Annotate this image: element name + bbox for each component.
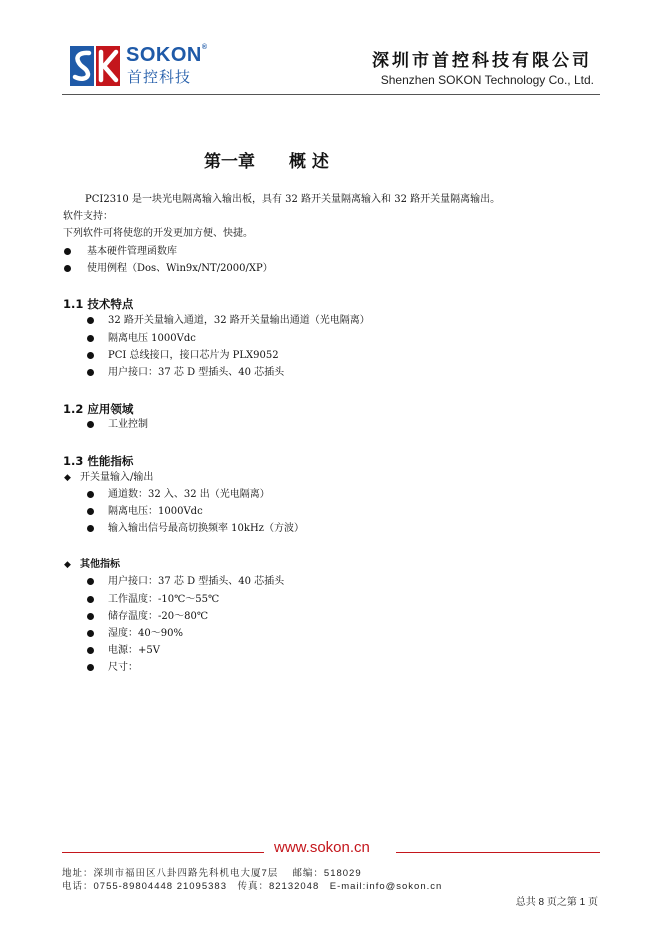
list-item: 输入输出信号最高切换频率 10kHz（方波） <box>108 523 304 534</box>
sokon-logo-mark <box>70 46 120 86</box>
footer-divider-left <box>62 852 264 853</box>
bullet-icon <box>87 630 94 637</box>
bullet-icon <box>87 596 94 603</box>
list-item: 使用例程（Dos、Win9x/NT/2000/XP） <box>87 263 273 274</box>
bullet-icon <box>87 421 94 428</box>
group-title: 其他指标 <box>80 559 120 570</box>
footer-website-link[interactable]: www.sokon.cn <box>274 839 370 856</box>
bullet-icon <box>87 335 94 342</box>
bullet-icon <box>87 508 94 515</box>
list-item: 隔离电压 1000Vdc <box>108 333 196 344</box>
bullet-icon <box>87 664 94 671</box>
footer-divider-right <box>396 852 600 853</box>
logo-wordmark: SOKON® <box>126 44 208 66</box>
bullet-icon <box>87 613 94 620</box>
header-divider <box>62 94 600 95</box>
list-item: 储存温度：-20～80℃ <box>108 611 209 622</box>
diamond-bullet-icon: ◆ <box>64 560 71 570</box>
bullet-icon <box>64 248 71 255</box>
company-name-cn: 深圳市首控科技有限公司 <box>372 51 592 71</box>
bullet-icon <box>87 491 94 498</box>
list-item: 用户接口：37 芯 D 型插头、40 芯插头 <box>108 367 285 378</box>
list-item: 电源：+5V <box>108 645 160 656</box>
chapter-title: 第一章 概 述 <box>204 152 329 172</box>
bullet-icon <box>64 265 71 272</box>
list-item: 工业控制 <box>108 419 148 430</box>
bullet-icon <box>87 525 94 532</box>
group-title: 开关量输入/输出 <box>80 472 154 483</box>
list-item: 隔离电压：1000Vdc <box>108 506 203 517</box>
footer-address: 地址：深圳市福田区八卦四路先科机电大厦7层 邮编：518029 <box>62 868 362 879</box>
registered-mark: ® <box>201 44 208 51</box>
section-title-1-1: 1.1 技术特点 <box>63 297 134 311</box>
list-item: 32 路开关量输入通道，32 路开关量输出通道（光电隔离） <box>108 315 370 326</box>
list-item: 工作温度：-10℃～55℃ <box>108 594 220 605</box>
list-item: 湿度：40～90% <box>108 628 183 639</box>
intro-line-2: 软件支持： <box>63 211 113 222</box>
list-item: 尺寸： <box>108 662 138 673</box>
list-item: 基本硬件管理函数库 <box>87 246 177 257</box>
section-title-1-2: 1.2 应用领域 <box>63 402 134 416</box>
bullet-icon <box>87 647 94 654</box>
list-item: 用户接口：37 芯 D 型插头、40 芯插头 <box>108 576 285 587</box>
intro-line-3: 下列软件可将使您的开发更加方便、快捷。 <box>63 228 253 239</box>
bullet-icon <box>87 352 94 359</box>
bullet-icon <box>87 317 94 324</box>
page-number: 总共 8 页之第 1 页 <box>515 897 598 908</box>
diamond-bullet-icon: ◆ <box>64 473 71 483</box>
list-item: 通道数：32 入、32 出（光电隔离） <box>108 489 270 500</box>
section-title-1-3: 1.3 性能指标 <box>63 454 134 468</box>
logo-chinese: 首控科技 <box>127 68 192 86</box>
bullet-icon <box>87 369 94 376</box>
bullet-icon <box>87 578 94 585</box>
company-name-en: Shenzhen SOKON Technology Co., Ltd. <box>380 73 594 87</box>
list-item: PCI 总线接口，接口芯片为 PLX9052 <box>108 350 279 361</box>
footer-contact: 电话：0755-89804448 21095383 传真：82132048 E-mail:info@sokon.cn <box>62 881 443 892</box>
intro-line-1: PCI2310 是一块光电隔离输入输出板，具有 32 路开关量隔离输入和 32 路开关量隔离输出。 <box>85 194 501 205</box>
